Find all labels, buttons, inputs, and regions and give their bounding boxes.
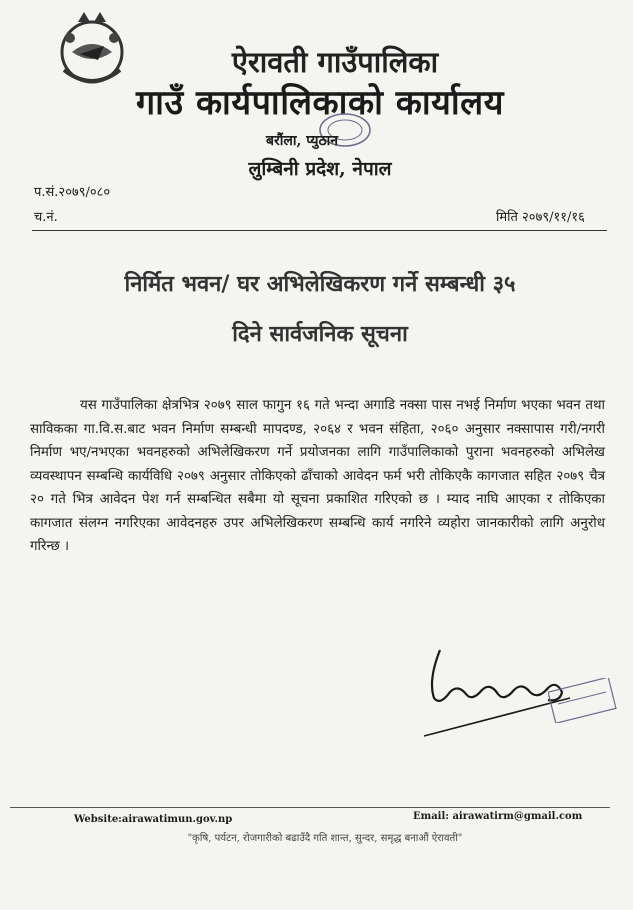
notice-title-line2: दिने सार्वजनिक सूचना bbox=[232, 322, 408, 347]
province-line: लुम्बिनी प्रदेश, नेपाल bbox=[248, 158, 392, 180]
municipality-name: ऐरावती गाउँपालिका bbox=[231, 45, 439, 79]
footer-divider bbox=[10, 807, 610, 808]
address-line: बरौंला, प्युठान bbox=[266, 133, 339, 149]
notice-body: यस गाउँपालिका क्षेत्रभित्र २०७९ साल फागुन १६ गते भन्दा अगाडि नक्सा पास नभई निर्माण भएका भवन तथा साविकका गा.वि.स.बाट भवन निर्माण सम्बन्धी मापदण्ड, २०६४ र भवन संहिता, २०६० अनुसार नक्सापास गरी/नगरी निर्माण भए/नभएका भवनहरुको अभिलेखिकरण गर्ने प्रयोजनका लागि गाउँपालिकाको पुराना भवनहरुको अभिलेख व्यवस्थापन सम्बन्धि कार्यविधि २०७९ अनुसार तोकिएको ढाँचाको आवेदन फर्म भरी तोकिएकै कागजात सहित २०७९ चैत्र २० गते भित्र आवेदन पेश गर्न सम्बन्धित सबैमा यो सूचना प्रकाशित गरिएको छ । म्याद नाघि आएका र तोकिएका कागजात संलग्न नगरिएका आवेदनहरु उपर अभिलेखिकरण सम्बन्धि कार्य नगरिने व्यहोरा जानकारीको लागि अनुरोध गरिन्छ । bbox=[30, 398, 605, 554]
officer-stamp bbox=[548, 678, 618, 723]
dispatch-number: च.नं. bbox=[34, 210, 58, 225]
website-text: Website:airawatimun.gov.np bbox=[74, 814, 233, 825]
footer-slogan: "कृषि, पर्यटन, रोजगारीको बढाउँदै गति शान्त, सुन्दर, समृद्ध बनाऔं ऐरावती" bbox=[187, 833, 463, 844]
email-text: Email: airawatirm@gmail.com bbox=[413, 811, 583, 822]
office-name: गाउँ कार्यपालिकाको कार्यालय bbox=[136, 83, 504, 123]
header-divider bbox=[32, 230, 607, 231]
notice-title-line1: निर्मित भवन/ घर अभिलेखिकरण गर्ने सम्बन्धी ३५ bbox=[124, 272, 516, 297]
letter-number: प.सं.२०७९/०८० bbox=[34, 185, 111, 200]
letter-date: मिति २०७९/११/१६ bbox=[496, 210, 585, 225]
